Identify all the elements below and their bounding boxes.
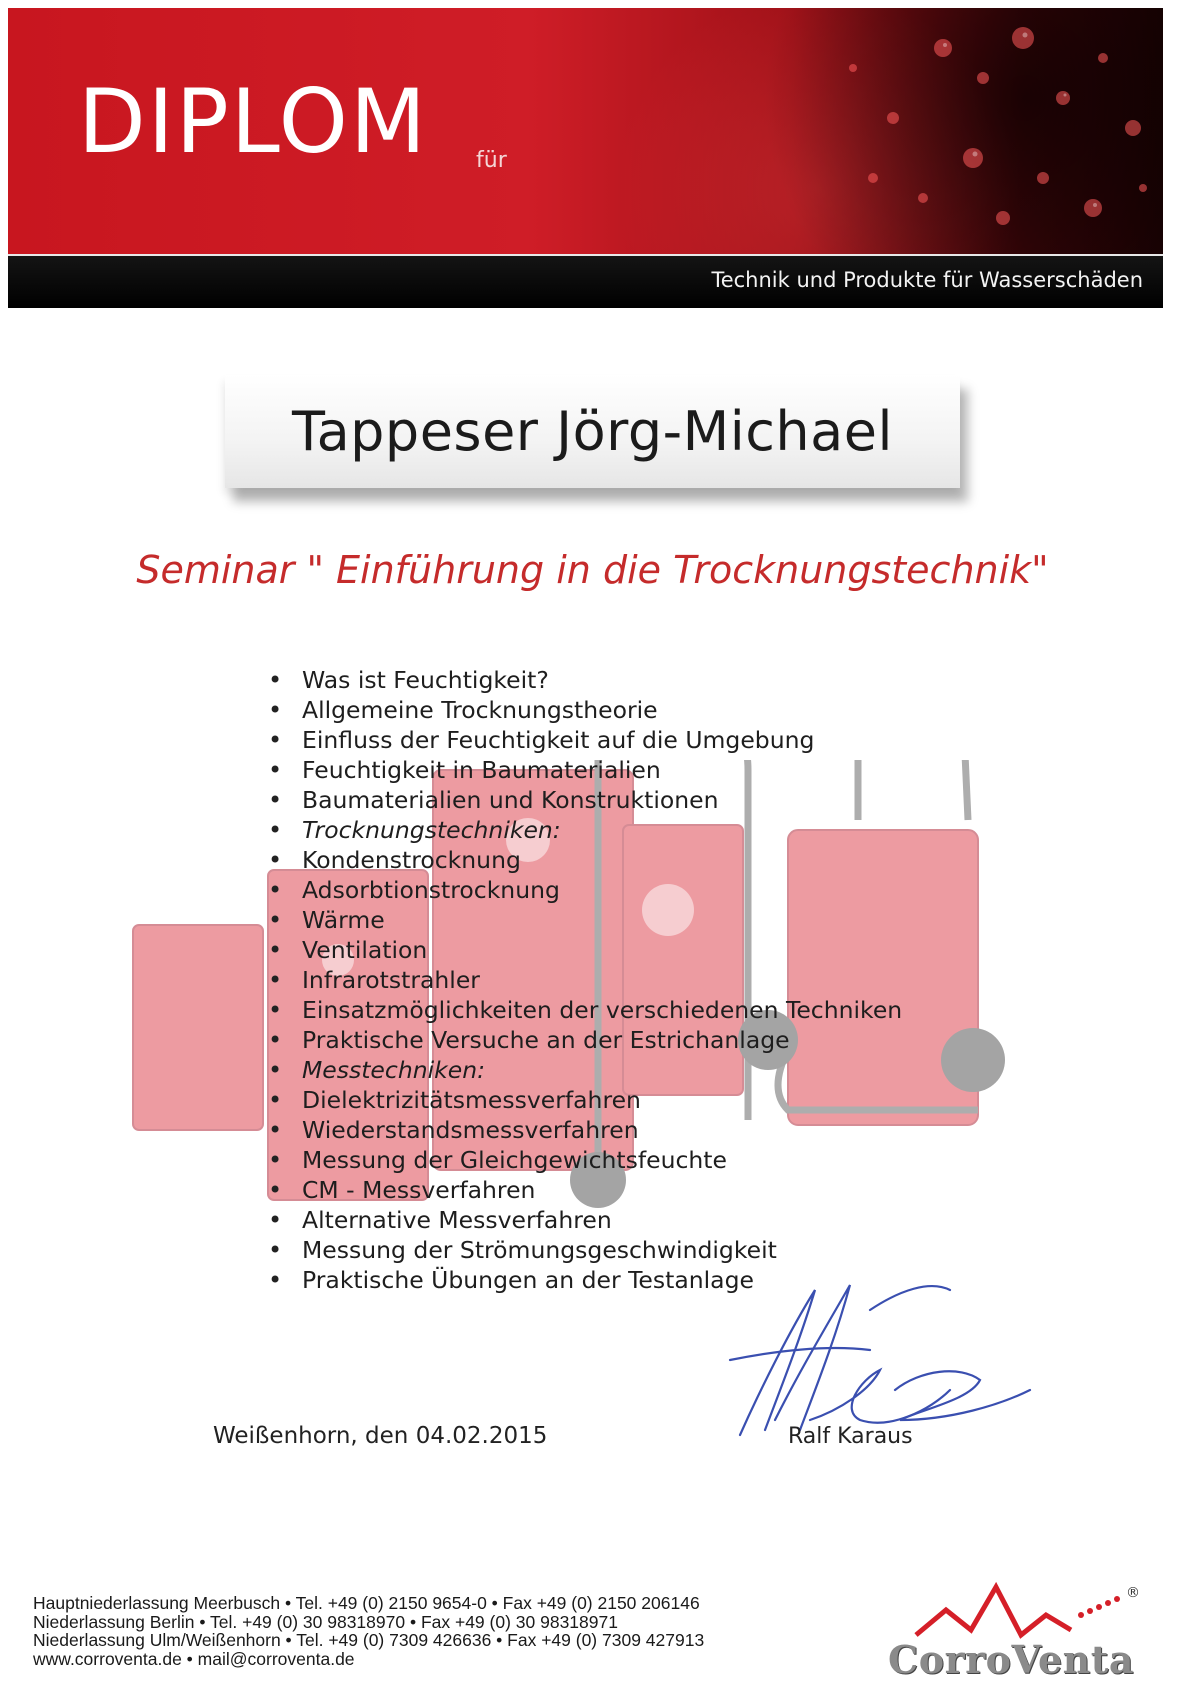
banner-strip: [8, 254, 1163, 308]
place-and-date: Weißenhorn, den 04.02.2015: [213, 1423, 548, 1449]
registered-mark: ®: [1126, 1585, 1140, 1601]
list-item: • CM - Messverfahren: [268, 1175, 902, 1205]
list-item: • Infrarotstrahler: [268, 965, 902, 995]
list-item: • Ventilation: [268, 935, 902, 965]
list-item-section-heading: • Messtechniken:: [268, 1055, 902, 1085]
footer-line-headquarters: Hauptniederlassung Meerbusch • Tel. +49 (0) 2150 9654-0 • Fax +49 (0) 2150 206146: [33, 1593, 700, 1613]
header-banner: [8, 8, 1163, 308]
banner-tagline: Technik und Produkte für Wasserschäden: [711, 268, 1143, 292]
diploma-subtitle: für: [476, 148, 507, 173]
list-item: • Feuchtigkeit in Baumaterialien: [268, 755, 902, 785]
list-item: • Einfluss der Feuchtigkeit auf die Umgebung: [268, 725, 902, 755]
list-item: • Dielektrizitätsmessverfahren: [268, 1085, 902, 1115]
recipient-name: Tappeser Jörg-Michael: [292, 400, 893, 463]
list-item: • Praktische Versuche an der Estrichanlage: [268, 1025, 902, 1055]
footer-contact: [33, 1594, 704, 1668]
list-item: • Kondenstrocknung: [268, 845, 902, 875]
list-item: • Alternative Messverfahren: [268, 1205, 902, 1235]
list-item: • Adsorbtionstrocknung: [268, 875, 902, 905]
handwritten-signature: [720, 1270, 1040, 1440]
footer-line-web: www.corroventa.de • mail@corroventa.de: [33, 1648, 355, 1669]
list-item: • Wärme: [268, 905, 902, 935]
list-item: • Baumaterialien und Konstruktionen: [268, 785, 902, 815]
recipient-name-box: [225, 375, 960, 488]
footer-line-ulm: Niederlassung Ulm/Weißenhorn • Tel. +49 (0) 7309 426636 • Fax +49 (0) 7309 427913: [33, 1630, 705, 1650]
logo-wordmark: CorroVenta: [888, 1637, 1134, 1682]
list-item-section-heading: • Trocknungstechniken:: [268, 815, 902, 845]
list-item: • Einsatzmöglichkeiten der verschiedenen Techniken: [268, 995, 902, 1025]
list-item: • Wiederstandsmessverfahren: [268, 1115, 902, 1145]
water-drops-decoration: [643, 8, 1163, 258]
list-item: • Messung der Gleichgewichtsfeuchte: [268, 1145, 902, 1175]
seminar-title: Seminar " Einführung in die Trocknungstechnik": [136, 548, 1049, 592]
signer-name: Ralf Karaus: [788, 1424, 913, 1449]
seminar-topics-list: [268, 665, 902, 1295]
diploma-title: DIPLOM: [78, 70, 428, 173]
list-item: • Allgemeine Trocknungstheorie: [268, 695, 902, 725]
list-item: • Messung der Strömungsgeschwindigkeit: [268, 1235, 902, 1265]
list-item: • Was ist Feuchtigkeit?: [268, 665, 902, 695]
list-item: • Praktische Übungen an der Testanlage: [268, 1265, 902, 1295]
footer-line-berlin: Niederlassung Berlin • Tel. +49 (0) 30 98318970 • Fax +49 (0) 30 98318971: [33, 1611, 618, 1632]
corroventa-logo: [876, 1575, 1146, 1685]
